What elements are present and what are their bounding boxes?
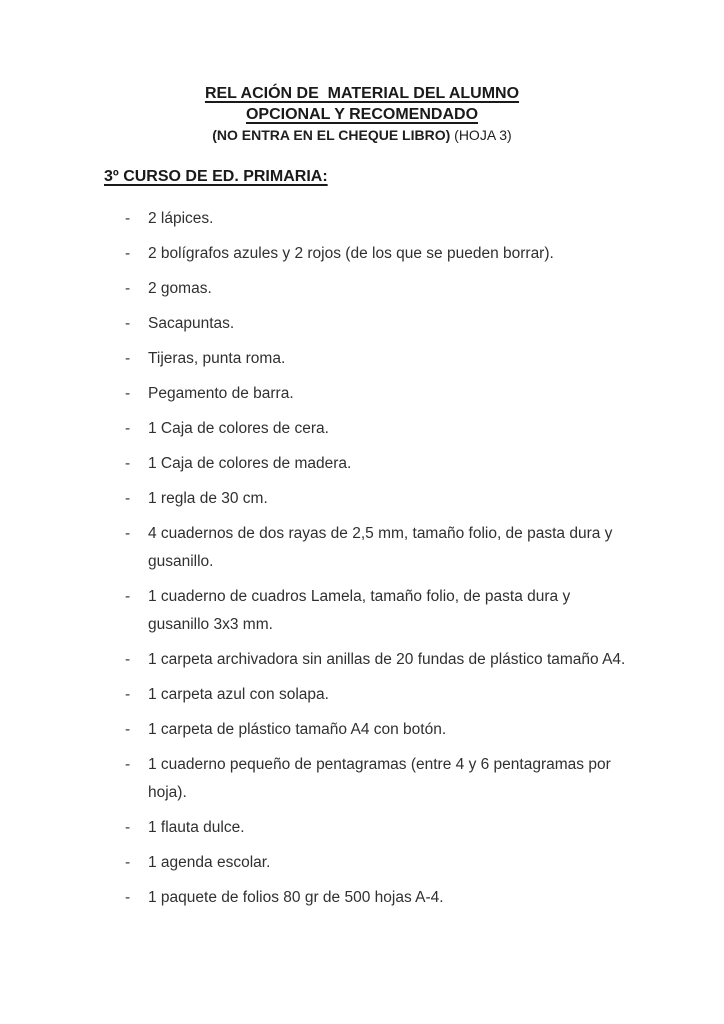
list-item-text: 1 cuaderno de cuadros Lamela, tamaño folio, de pasta dura y gusanillo 3x3 mm. [148,588,571,633]
dash-bullet: - [125,420,131,437]
list-item [125,415,628,443]
document-header [0,0,724,146]
dash-bullet: - [125,455,131,472]
list-item-text: 1 carpeta archivadora sin anillas de 20 fundas de plástico tamaño A4. [148,651,626,668]
dash-bullet: - [125,819,131,836]
section-heading: 3º CURSO DE ED. PRIMARIA: [104,168,328,185]
dash-bullet: - [125,280,131,297]
list-item-text: 1 flauta dulce. [148,819,245,836]
list-item-text: Tijeras, punta roma. [148,350,286,367]
list-item-text: 1 agenda escolar. [148,854,271,871]
dash-bullet: - [125,525,131,542]
list-item-text: 2 gomas. [148,280,212,297]
list-item [125,450,628,478]
list-item [125,681,628,709]
list-item [125,849,628,877]
list-item-text: 1 regla de 30 cm. [148,490,268,507]
document-title-line2: OPCIONAL Y RECOMENDADO [245,106,479,123]
list-item [125,583,628,639]
dash-bullet: - [125,756,131,773]
list-item-text: Sacapuntas. [148,315,235,332]
document-subtitle [0,125,724,146]
list-item [125,345,628,373]
subtitle-bold-text: (NO ENTRA EN EL CHEQUE LIBRO) [212,127,451,143]
list-item [125,751,628,807]
list-item [125,310,628,338]
dash-bullet: - [125,315,131,332]
document-title-line1: REL ACIÓN DE MATERIAL DEL ALUMNO [204,85,520,102]
list-item [125,205,628,233]
dash-bullet: - [125,721,131,738]
dash-bullet: - [125,588,131,605]
list-item-text: 1 carpeta de plástico tamaño A4 con botón. [148,721,447,738]
dash-bullet: - [125,245,131,262]
list-item-text: Pegamento de barra. [148,385,294,402]
list-item [125,240,628,268]
list-item-text: 1 Caja de colores de madera. [148,455,352,472]
dash-bullet: - [125,385,131,402]
dash-bullet: - [125,490,131,507]
dash-bullet: - [125,210,131,227]
list-item-text: 1 paquete de folios 80 gr de 500 hojas A-4. [148,889,444,906]
dash-bullet: - [125,651,131,668]
list-item [125,380,628,408]
list-item-text: 2 bolígrafos azules y 2 rojos (de los que se pueden borrar). [148,245,554,262]
list-item [125,275,628,303]
list-item [125,884,628,912]
dash-bullet: - [125,686,131,703]
dash-bullet: - [125,854,131,871]
list-item-text: 2 lápices. [148,210,214,227]
list-item [125,716,628,744]
list-item-text: 1 cuaderno pequeño de pentagramas (entre 4 y 6 pentagramas por hoja). [148,756,611,801]
list-item [125,520,628,576]
list-item [125,814,628,842]
list-item-text: 4 cuadernos de dos rayas de 2,5 mm, tamaño folio, de pasta dura y gusanillo. [148,525,613,570]
list-item-text: 1 Caja de colores de cera. [148,420,329,437]
list-item [125,485,628,513]
subtitle-sheet-note: (HOJA 3) [450,127,512,143]
list-item [125,646,628,674]
dash-bullet: - [125,350,131,367]
material-list [0,205,724,912]
list-item-text: 1 carpeta azul con solapa. [148,686,329,703]
dash-bullet: - [125,889,131,906]
